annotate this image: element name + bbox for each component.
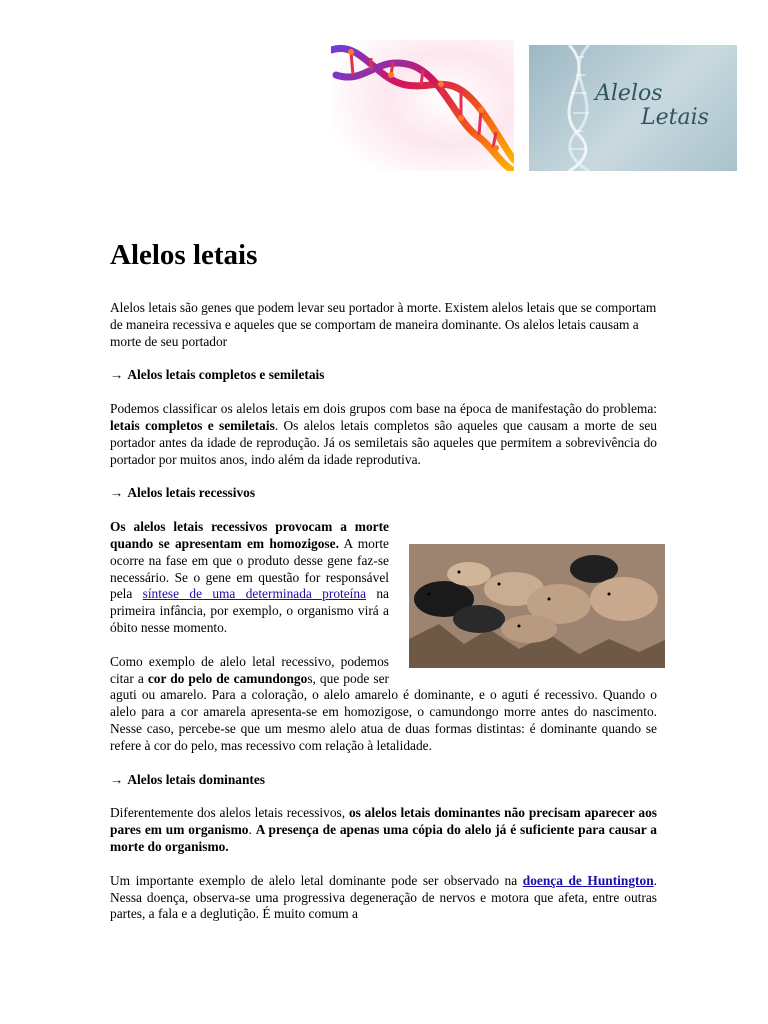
page-title: Alelos letais [110,239,258,271]
banner-title-line1: Alelos [595,81,663,106]
section-heading-dominantes: → Alelos letais dominantes [110,771,266,787]
section-heading-recessivos: → Alelos letais recessivos [110,485,256,501]
mice-photo [409,544,665,668]
section-heading-completos: → Alelos letais completos e semiletais [110,367,325,383]
dna-helix-image [331,40,514,171]
intro-paragraph: Alelos letais são genes que podem levar seu portador à morte. Existem alelos letais que se comportam de maneira recessiva e aqueles que se comportam de maneira dominante. Os alelos letais causam a morte de seu portador [110,300,657,349]
paragraph-completos: Podemos classificar os alelos letais em dois grupos com base na época de manifestação do problema: letais completos e semiletais. Os alelos letais completos são aqueles que causam a morte de seu portador antes da idade de reprodução. Já os semiletais são aqueles que permitem a sobrevivência do portador por muitos anos, indo além da idade reprodutiva. [110,401,657,467]
alelos-letais-banner [529,45,737,171]
paragraph-recessivos-2: Como exemplo de alelo letal recessivo, podemos citar a cor do pelo de camundongos, que pode ser aguti ou amarelo. Para a coloração, o alelo amarelo é dominante, e o aguti é recessivo. Quando o alelo para a cor amarela apresenta-se em homozigose, o camundongo morre antes do nascimento. Nesse caso, percebe-se que um mesmo alelo atua de duas formas distintas: é dominante quando se refere à cor do pelo, mas recessivo com relação à letalidade. [110,653,657,753]
arrow-icon: → [110,485,124,501]
article-body [110,230,657,940]
paragraph-dominantes-2: Um importante exemplo de alelo letal dominante pode ser observado na doença de Huntington. Nessa doença, observa-se uma progressiva degeneração de nervos e motora que afeta, entre outras partes, a fala e a deglutição. É muito comum a [110,872,657,922]
paragraph-recessivos-1: Os alelos letais recessivos provocam a morte quando se apresentam em homozigose. A morte ocorre na fase em que o produto desse gene faz-se necessário. Se o gene em questão for responsável pela síntese de uma determinada proteína na primeira infância, por exemplo, o organismo virá a óbito nesse momento. [110,519,389,635]
paragraph-dominantes-1: Diferentemente dos alelos letais recessivos, os alelos letais dominantes não precisam aparecer aos pares em um organismo. A presença de apenas uma cópia do alelo já é suficiente para causar a morte do organismo. [110,805,657,854]
link-sintese-proteina[interactable]: síntese de uma determinada proteína [142,586,367,602]
link-doenca-huntington[interactable]: doença de Huntington [522,872,654,888]
arrow-icon: → [110,771,124,787]
banner-title-line2: Letais [641,105,709,130]
arrow-icon: → [110,367,124,383]
